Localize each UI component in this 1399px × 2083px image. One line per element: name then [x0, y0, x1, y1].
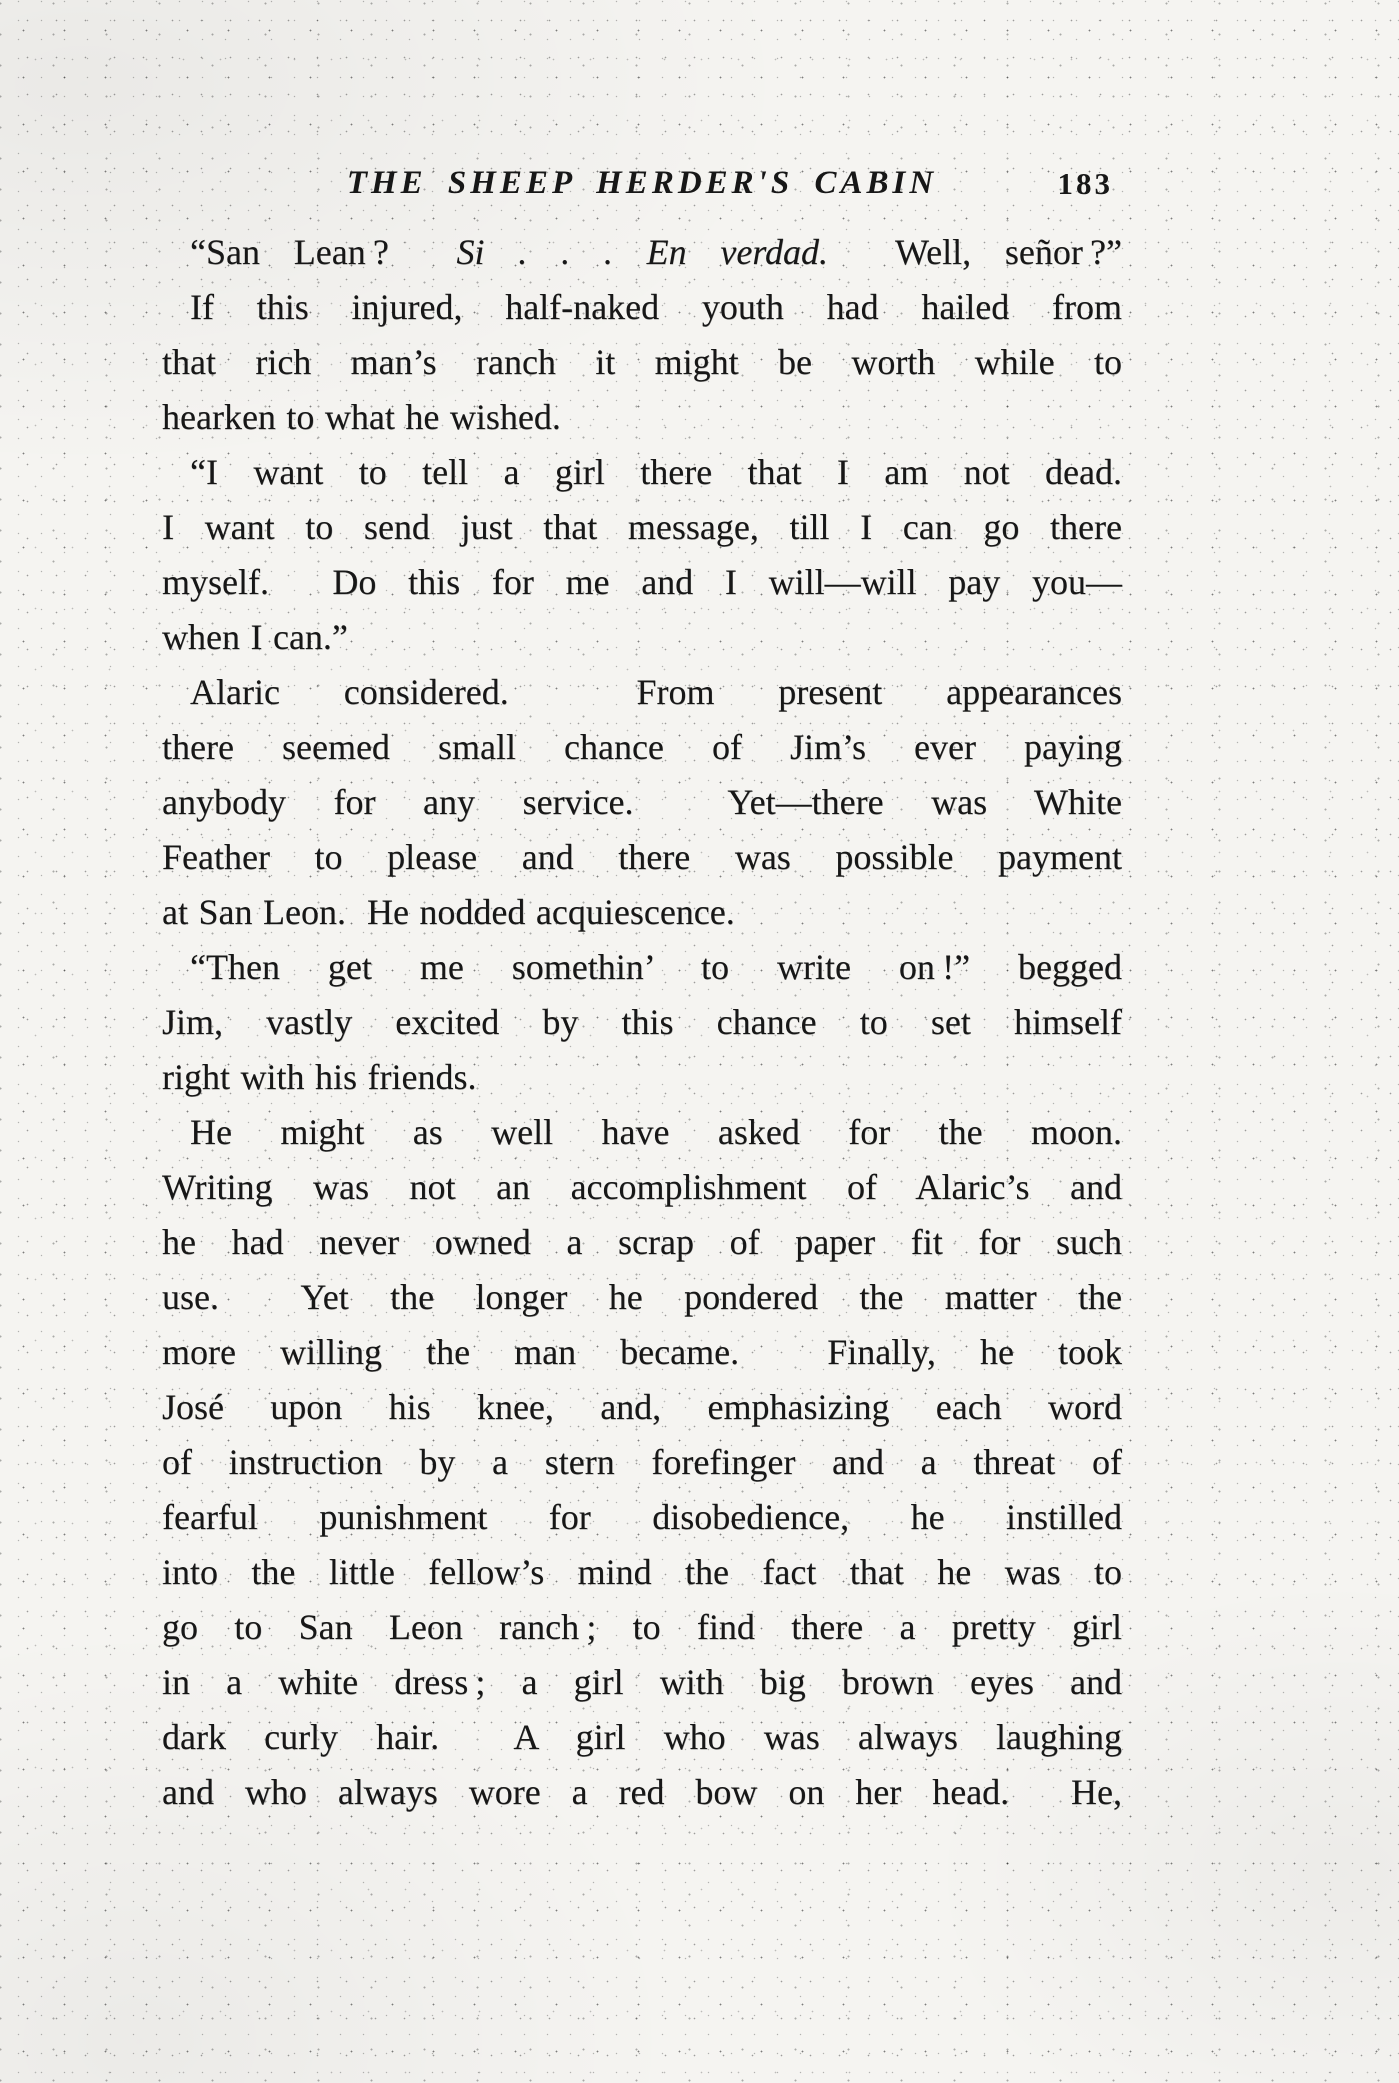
text-line	[162, 1655, 1122, 1710]
text-line	[162, 1270, 1122, 1325]
text-segment: myself. Do this for me and I will—will pay you—	[162, 562, 1122, 602]
text-segment: José upon his knee, and, emphasizing each word	[162, 1387, 1122, 1427]
text-line	[162, 610, 1122, 665]
page-number: 183	[1057, 166, 1113, 201]
text-segment: He might as well have asked for the moon.	[190, 1112, 1122, 1152]
text-line	[162, 1215, 1122, 1270]
text-segment: right with his friends.	[162, 1057, 477, 1097]
text-line	[162, 225, 1122, 280]
text-segment: more willing the man became. Finally, he took	[162, 1332, 1122, 1372]
paragraph	[162, 225, 1122, 280]
text-line	[162, 885, 1122, 940]
text-line	[162, 830, 1122, 885]
paragraph	[162, 280, 1122, 445]
text-line	[162, 1325, 1122, 1380]
text-line	[162, 1765, 1122, 1820]
text-segment: fearful punishment for disobedience, he instilled	[162, 1497, 1122, 1537]
text-line	[162, 280, 1122, 335]
paragraph	[162, 445, 1122, 665]
text-line	[162, 445, 1122, 500]
text-segment: “Then get me somethin’ to write on !” begged	[190, 947, 1122, 987]
text-segment: I want to send just that message, till I can go there	[162, 507, 1122, 547]
text-segment: he had never owned a scrap of paper fit for such	[162, 1222, 1122, 1262]
text-line	[162, 1600, 1122, 1655]
text-line	[162, 1050, 1122, 1105]
text-line	[162, 335, 1122, 390]
text-segment: and who always wore a red bow on her head. He,	[162, 1772, 1122, 1812]
text-line	[162, 1490, 1122, 1545]
paragraph	[162, 940, 1122, 1105]
text-line	[162, 390, 1122, 445]
text-segment: go to San Leon ranch ; to find there a pretty girl	[162, 1607, 1122, 1647]
italic-phrase: Si . . . En verdad.	[456, 232, 829, 272]
text-segment: “San Lean ?	[190, 232, 457, 272]
text-segment: hearken to what he wished.	[162, 397, 561, 437]
text-segment: when I can.”	[162, 617, 348, 657]
text-line	[162, 555, 1122, 610]
text-line	[162, 665, 1122, 720]
text-segment: dark curly hair. A girl who was always laughing	[162, 1717, 1122, 1757]
text-segment: If this injured, half-naked youth had hailed from	[190, 287, 1122, 327]
text-segment: of instruction by a stern forefinger and a threat of	[162, 1442, 1122, 1482]
text-line	[162, 720, 1122, 775]
text-segment: in a white dress ; a girl with big brown eyes and	[162, 1662, 1122, 1702]
paragraph	[162, 665, 1122, 940]
text-segment: Alaric considered. From present appearances	[190, 672, 1122, 712]
text-line	[162, 1160, 1122, 1215]
text-line	[162, 775, 1122, 830]
text-segment: Jim, vastly excited by this chance to set himself	[162, 1002, 1122, 1042]
text-line	[162, 940, 1122, 995]
text-segment: Well, señor ?”	[828, 232, 1122, 272]
text-line	[162, 500, 1122, 555]
text-block	[162, 163, 1122, 1820]
text-line	[162, 1435, 1122, 1490]
text-segment: Writing was not an accomplishment of Alaric’s and	[162, 1167, 1122, 1207]
page-body	[162, 225, 1122, 1820]
text-segment: Feather to please and there was possible payment	[162, 837, 1122, 877]
running-header	[162, 163, 1122, 203]
text-segment: anybody for any service. Yet—there was White	[162, 782, 1122, 822]
text-segment: at San Leon. He nodded acquiescence.	[162, 892, 735, 932]
text-line	[162, 1545, 1122, 1600]
text-line	[162, 1105, 1122, 1160]
text-segment: “I want to tell a girl there that I am not dead.	[190, 452, 1122, 492]
text-line	[162, 1710, 1122, 1765]
text-segment: there seemed small chance of Jim’s ever paying	[162, 727, 1122, 767]
text-segment: that rich man’s ranch it might be worth while to	[162, 342, 1122, 382]
chapter-title: THE SHEEP HERDER'S CABIN	[346, 165, 938, 201]
text-line	[162, 1380, 1122, 1435]
text-line	[162, 995, 1122, 1050]
text-segment: into the little fellow’s mind the fact that he was to	[162, 1552, 1122, 1592]
paragraph	[162, 1105, 1122, 1820]
text-segment: use. Yet the longer he pondered the matter the	[162, 1277, 1122, 1317]
